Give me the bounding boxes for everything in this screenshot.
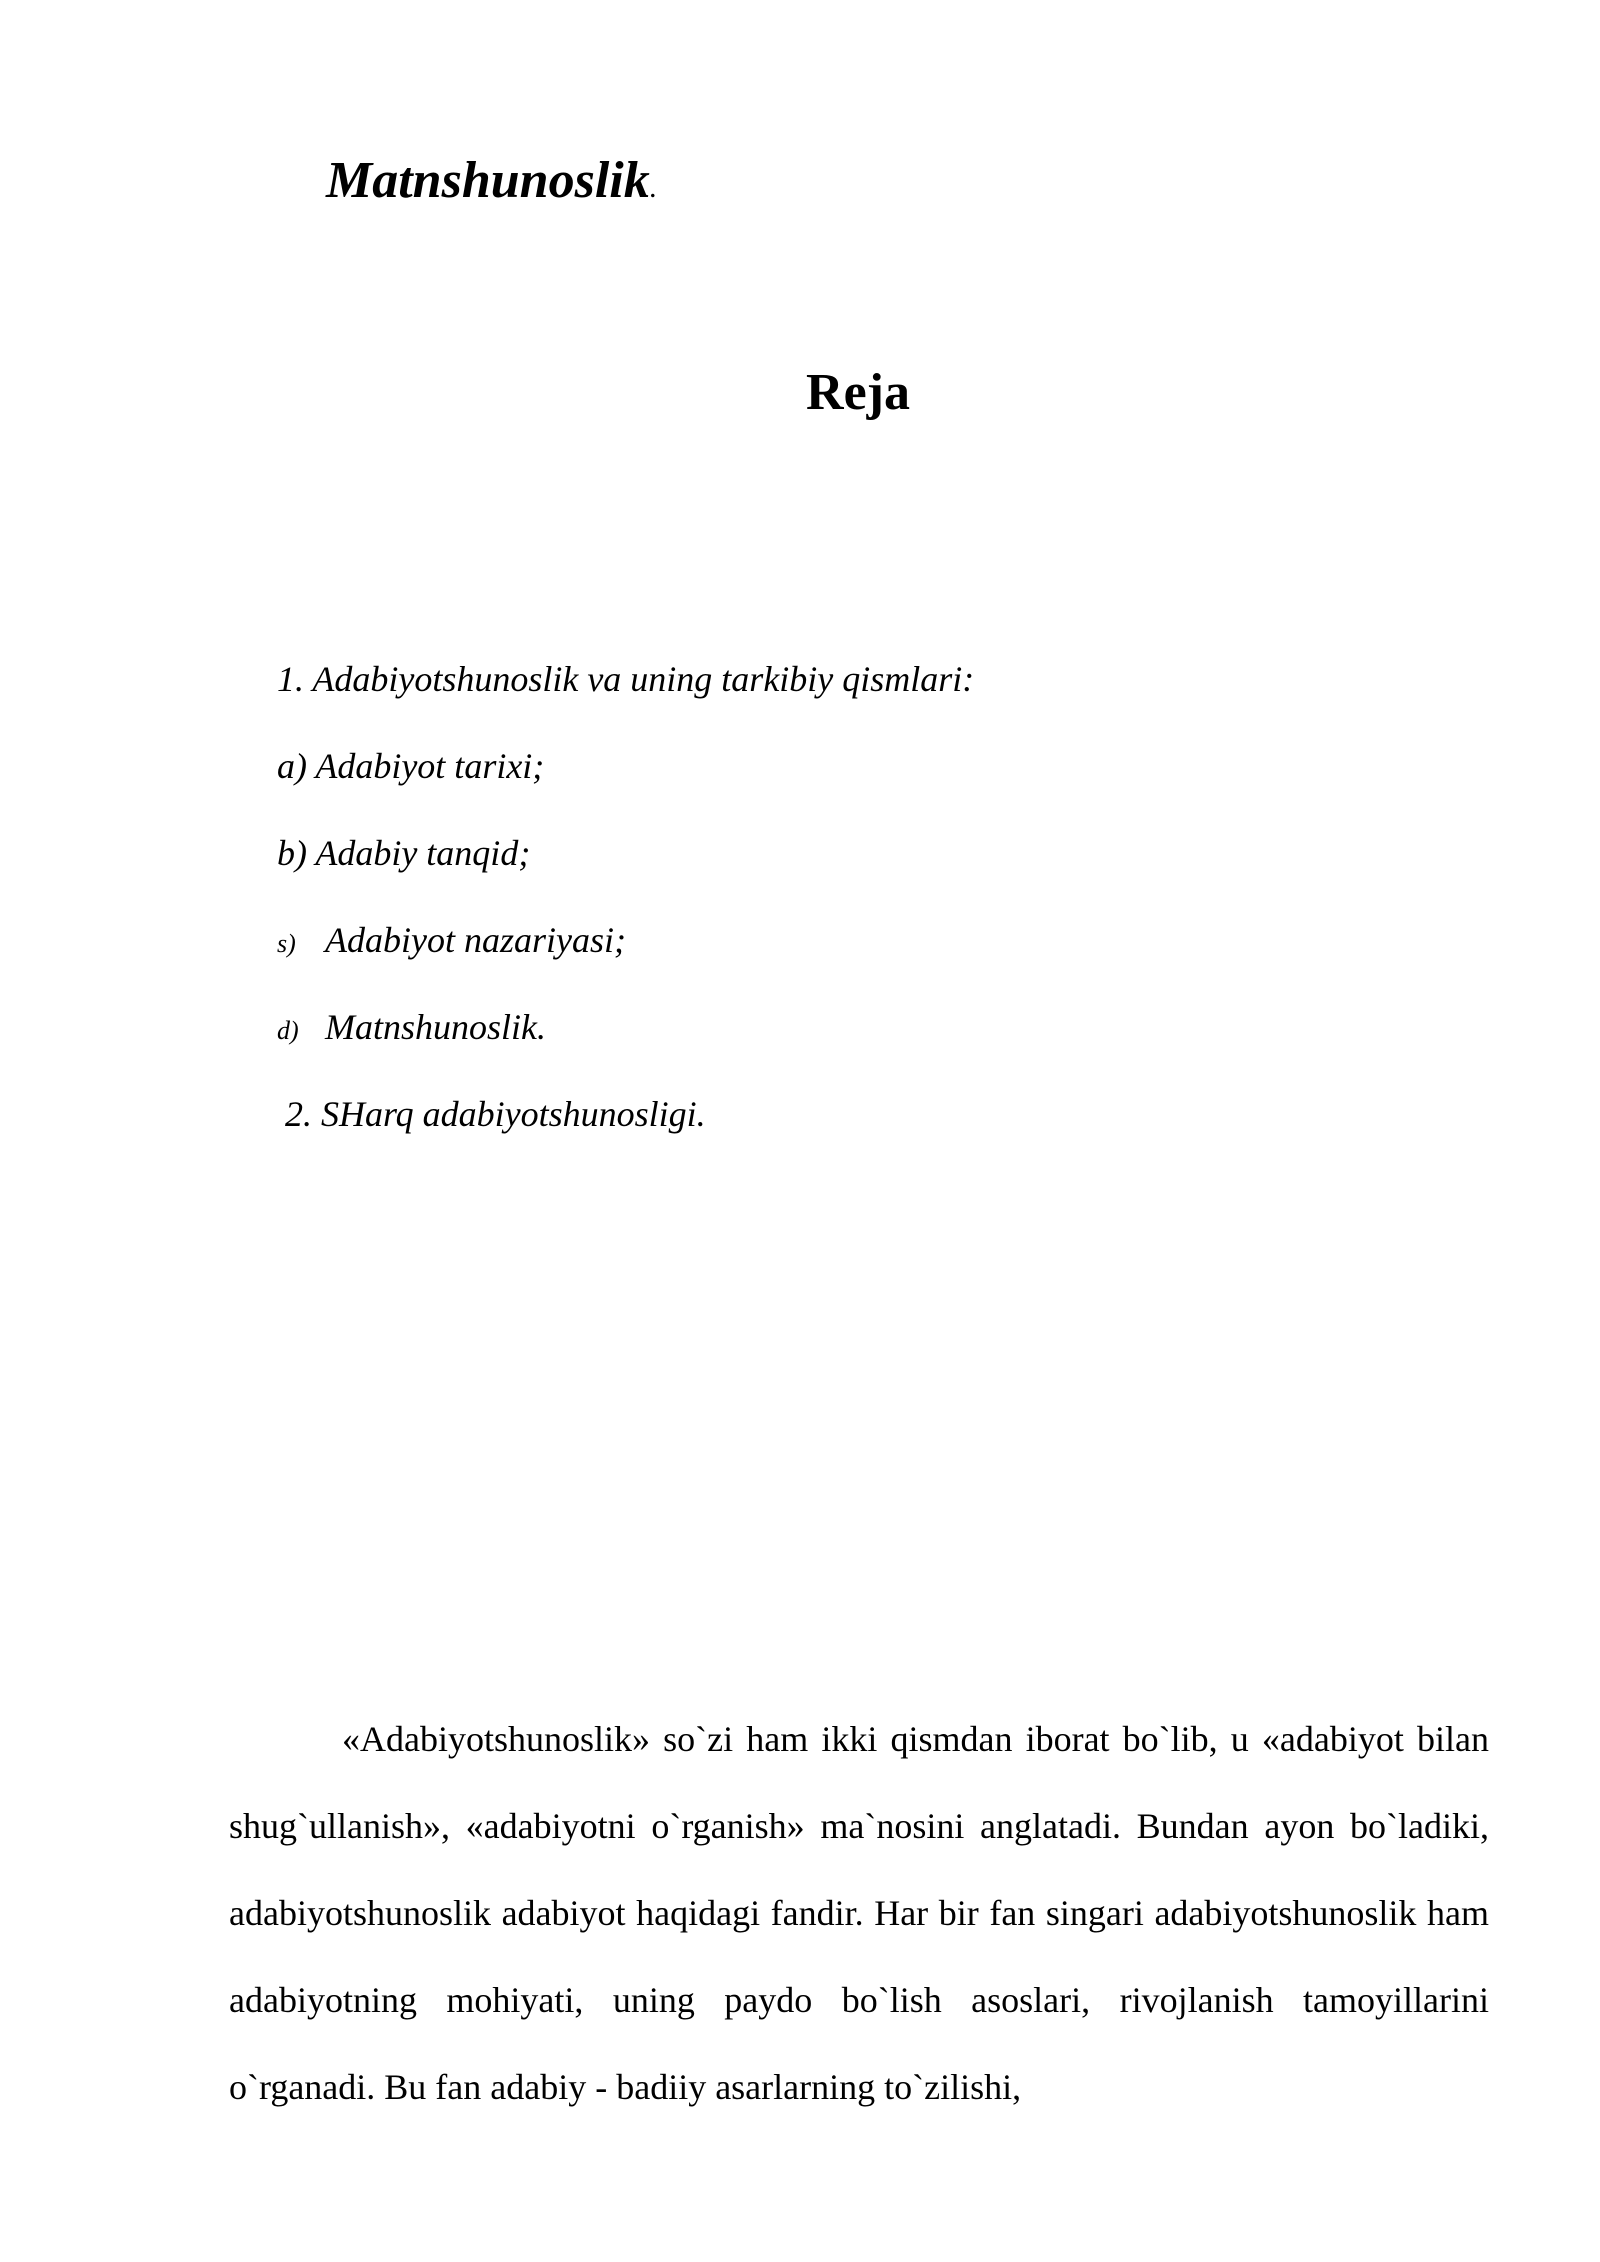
plan-item: [277, 919, 974, 1006]
document-title: [326, 150, 657, 212]
plan-item-marker: d): [277, 1016, 299, 1045]
plan-item-text: b) Adabiy tanqid;: [277, 833, 531, 873]
plan-item-text: 2. SHarq adabiyotshunosligi.: [285, 1094, 706, 1134]
plan-item-marker: s): [277, 929, 296, 958]
plan-item-text: Matnshunoslik.: [325, 1007, 546, 1047]
plan-item-text: a) Adabiyot tarixi;: [277, 746, 545, 786]
plan-item: [277, 1093, 974, 1180]
plan-item: [277, 1006, 974, 1093]
plan-item: [277, 832, 974, 919]
document-title-suffix: .: [649, 171, 658, 204]
body-paragraph: «Adabiyotshunoslik» so`zi ham ikki qismdan iborat bo`lib, u «adabiyot bilan shug`ullanish», «adabiyotni o`rganish» ma`nosini anglatadi. Bundan ayon bo`ladiki, adabiyotshunoslik adabiyot haqidagi fandir. Har bir fan singari adabiyotshunoslik ham adabiyotning mohiyati, uning paydo bo`lish asoslari, rivojlanish tamoyillarini o`rganadi. Bu fan adabiy - badiiy asarlarning to`zilishi,: [229, 1719, 1489, 2107]
plan-item: [277, 658, 974, 745]
plan-heading: Reja: [806, 364, 910, 421]
plan-list: [277, 658, 974, 1180]
plan-item-text: 1. Adabiyotshunoslik va uning tarkibiy qismlari:: [277, 659, 975, 699]
plan-item: [277, 745, 974, 832]
document-title-text: Matnshunoslik: [326, 152, 650, 209]
plan-item-text: Adabiyot nazariyasi;: [325, 920, 626, 960]
